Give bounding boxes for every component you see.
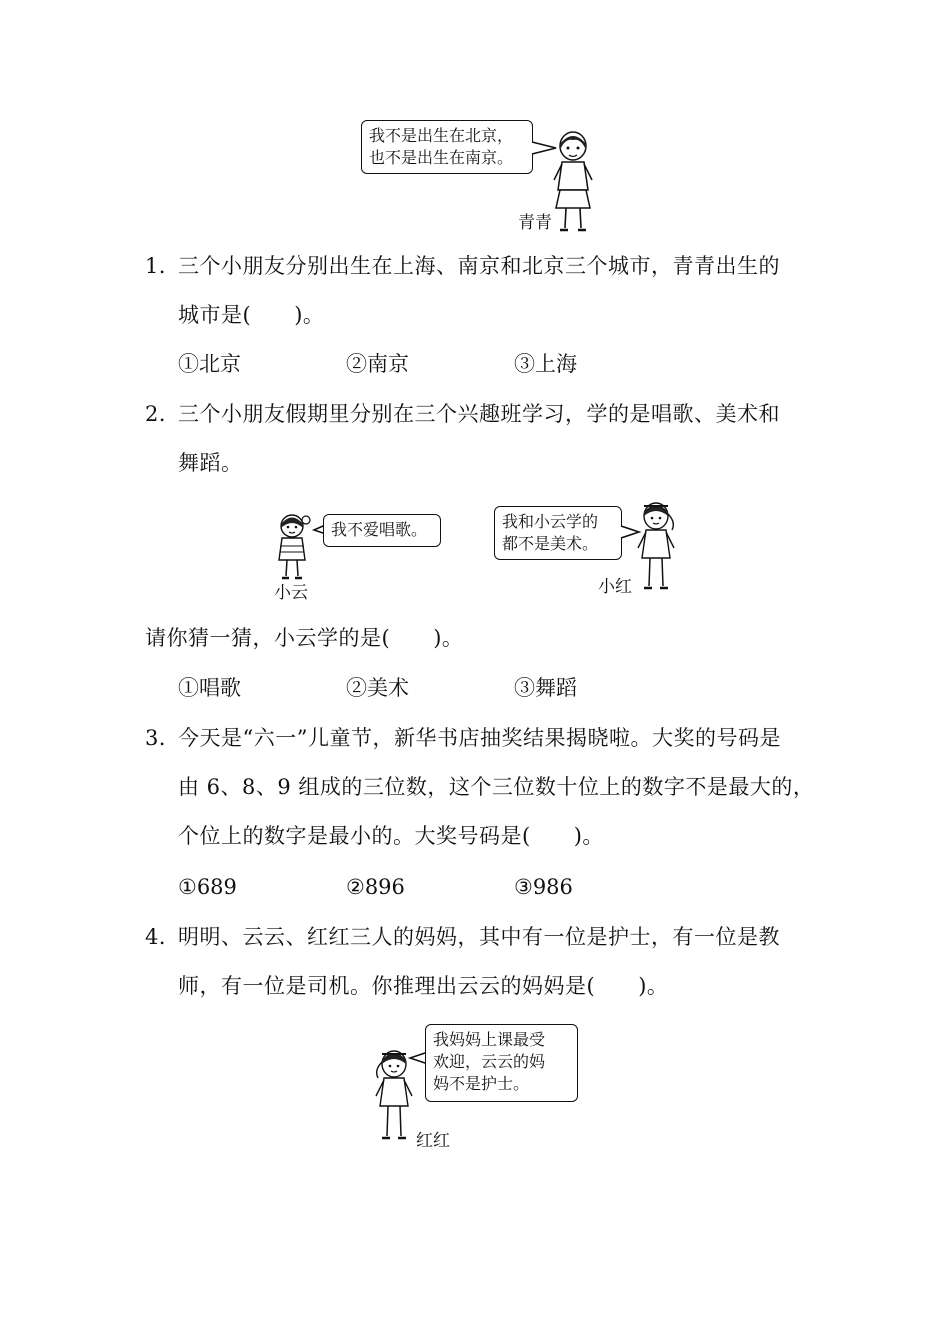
question-3-text: 由 6、8、9 组成的三位数，这个三位数十位上的数字不是最大的， [178, 775, 815, 799]
question-1-option-b: ②南京 [346, 352, 409, 376]
speech-bubble-qingqing [361, 120, 533, 174]
question-3-text: 今天是“六一”儿童节，新华书店抽奖结果揭晓啦。大奖的号码是 [178, 726, 781, 750]
speech-bubble-xiaohong [494, 506, 622, 560]
question-2-prompt: 请你猜一猜，小云学的是( )。 [145, 626, 464, 650]
question-2-option-b: ②美术 [346, 676, 409, 700]
girl-qingqing-illustration [548, 128, 598, 234]
question-1-text: 三个小朋友分别出生在上海、南京和北京三个城市，青青出生的 [178, 254, 780, 278]
speech-bubble-honghong [425, 1024, 578, 1102]
question-2-option-c: ③舞蹈 [514, 676, 577, 700]
bubble-line: 都不是美术。 [502, 534, 599, 553]
question-4-text: 明明、云云、红红三人的妈妈，其中有一位是护士，有一位是教 [178, 925, 780, 949]
question-1-option-c: ③上海 [514, 352, 577, 376]
question-2-option-a: ①唱歌 [178, 676, 241, 700]
bubble-line: 也不是出生在南京。 [369, 148, 514, 167]
bubble-line: 欢迎，云云的妈 [433, 1052, 546, 1071]
speech-bubble-xiaoyun: 我不爱唱歌。 [323, 514, 441, 547]
question-1-option-a: ①北京 [178, 352, 241, 376]
girl-xiaoyun-illustration [272, 512, 314, 582]
character-name-xiaohong: 小红 [598, 577, 632, 597]
character-name-qingqing: 青青 [518, 213, 552, 233]
character-name-xiaoyun: 小云 [274, 583, 308, 603]
bubble-line: 我不是出生在北京， [369, 126, 514, 145]
question-4-text: 师，有一位是司机。你推理出云云的妈妈是( )。 [178, 974, 669, 998]
question-3-option-a: ①689 [178, 875, 237, 899]
character-name-honghong: 红红 [416, 1131, 450, 1151]
girl-xiaohong-illustration [634, 500, 680, 594]
question-1-number: 1． [145, 254, 181, 278]
question-1-text: 城市是( )。 [178, 303, 325, 327]
question-3-number: 3． [145, 726, 181, 750]
question-3-option-c: ③986 [514, 875, 573, 899]
question-4-number: 4． [145, 925, 181, 949]
question-3-text: 个位上的数字是最小的。大奖号码是( )。 [178, 824, 604, 848]
bubble-line: 我和小云学的 [502, 512, 599, 531]
question-3-option-b: ②896 [346, 875, 405, 899]
bubble-line: 妈不是护士。 [433, 1074, 530, 1093]
question-2-text: 舞蹈。 [178, 451, 243, 475]
question-2-text: 三个小朋友假期里分别在三个兴趣班学习，学的是唱歌、美术和 [178, 402, 780, 426]
bubble-line: 我妈妈上课最受 [433, 1030, 546, 1049]
question-2-number: 2． [145, 402, 181, 426]
